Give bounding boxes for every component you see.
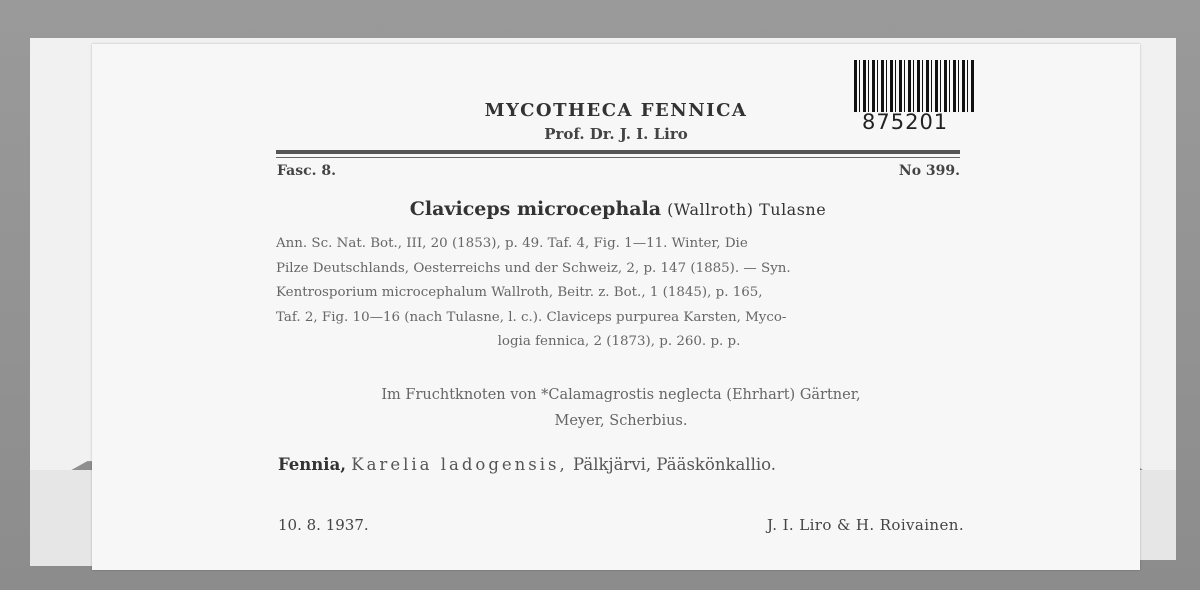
header-rule-thin	[276, 157, 960, 158]
locality-region: Karelia ladogensis,	[351, 455, 568, 474]
locality-country: Fennia,	[278, 455, 347, 474]
references	[276, 232, 962, 355]
reference-line: Ann. Sc. Nat. Bot., III, 20 (1853), p. 49. Taf. 4, Fig. 1—11. Winter, Die	[276, 236, 748, 251]
collection-title: MYCOTHECA FENNICA	[484, 100, 748, 121]
locality	[278, 455, 964, 474]
reference-line: Taf. 2, Fig. 10—16 (nach Tulasne, l. c.). Claviceps purpurea Karsten, Myco-	[276, 309, 787, 325]
header-rule	[276, 150, 960, 154]
host-line-1: Im Fruchtknoten von *Calamagrostis neglecta (Ehrhart) Gärtner,	[381, 387, 861, 403]
species-binomial: Claviceps microcephala	[409, 198, 662, 220]
host-line-2: Meyer, Scherbius.	[554, 413, 688, 429]
barcode-number: 875201	[862, 110, 949, 134]
envelope-flap-left	[30, 470, 94, 566]
exsiccata-number: No 399.	[898, 163, 960, 179]
fascicle-number: Fasc. 8.	[277, 163, 337, 179]
envelope-flap-right	[1136, 470, 1176, 560]
collection-date: 10. 8. 1937.	[278, 516, 369, 534]
reference-line: logia fennica, 2 (1873), p. 260. p. p.	[497, 334, 741, 349]
reference-line: Kentrosporium microcephalum Wallroth, Beitr. z. Bot., 1 (1845), p. 165,	[276, 285, 763, 300]
collection-editor: Prof. Dr. J. I. Liro	[544, 125, 688, 143]
collectors: J. I. Liro & H. Roivainen.	[766, 516, 964, 534]
reference-line: Pilze Deutschlands, Oesterreichs und der Schweiz, 2, p. 147 (1885). — Syn.	[276, 260, 791, 276]
locality-place: Pälkjärvi, Pääskönkallio.	[573, 455, 777, 474]
species-name	[276, 198, 960, 220]
species-authority: (Wallroth) Tulasne	[667, 200, 827, 219]
barcode	[854, 60, 976, 112]
host-info	[278, 382, 964, 434]
